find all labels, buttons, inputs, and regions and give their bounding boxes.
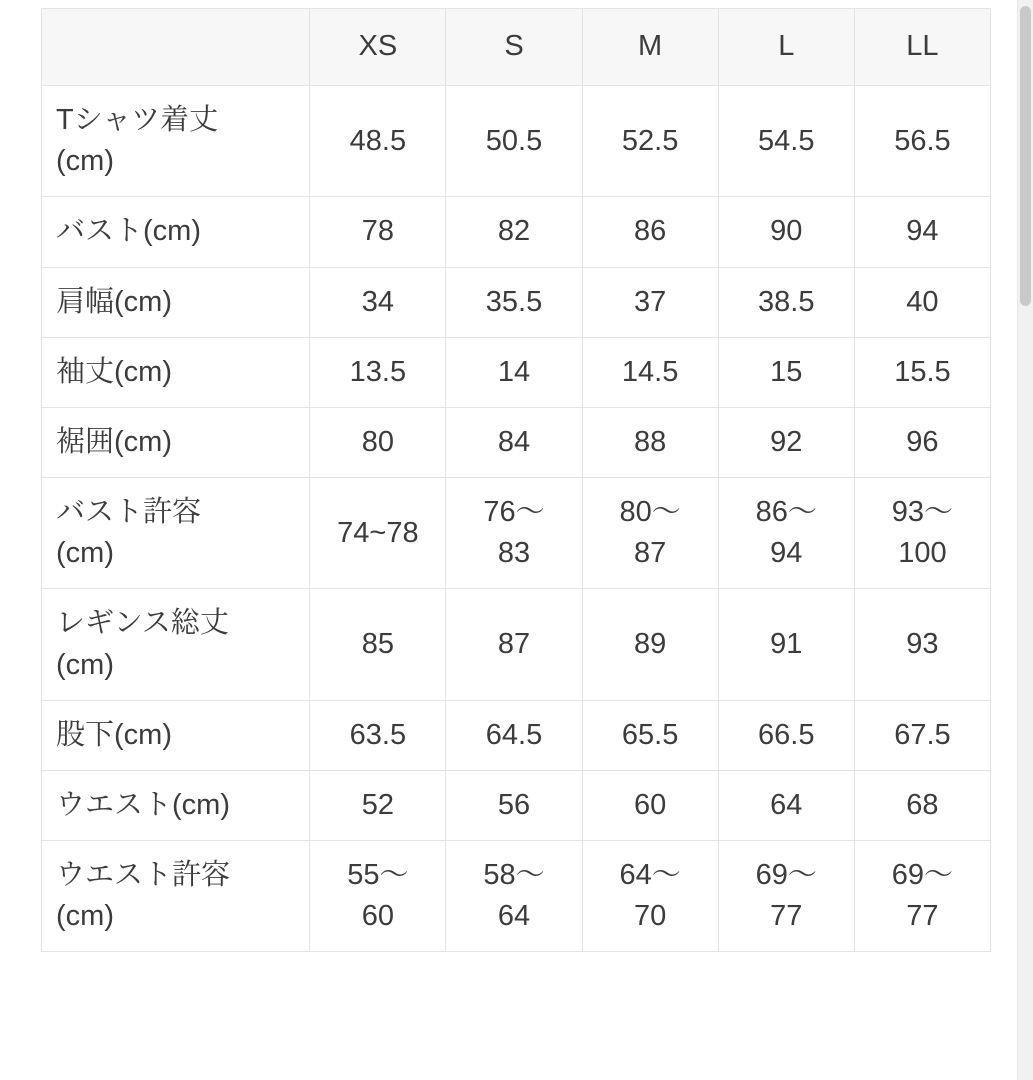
table-cell-line: 64.5 — [485, 718, 543, 751]
row-label — [42, 770, 310, 840]
table-cell — [854, 197, 990, 267]
row-label-line: レギンス総丈 — [56, 607, 229, 640]
table-cell — [310, 86, 446, 197]
table-cell — [854, 337, 990, 407]
table-cell-line: 86〜 — [755, 496, 817, 529]
table-cell — [446, 337, 582, 407]
size-chart-table — [41, 8, 991, 952]
table-cell-line: 74~78 — [337, 516, 419, 549]
table-cell — [446, 478, 582, 589]
table-cell-line: 100 — [898, 537, 947, 570]
vertical-scrollbar-thumb[interactable] — [1020, 6, 1031, 306]
table-cell-line: 15 — [770, 355, 803, 388]
table-cell — [310, 407, 446, 477]
table-cell — [854, 700, 990, 770]
row-label — [42, 478, 310, 589]
table-row — [42, 700, 991, 770]
table-cell — [582, 197, 718, 267]
row-label — [42, 589, 310, 700]
table-cell — [854, 86, 990, 197]
table-cell — [582, 86, 718, 197]
table-cell — [310, 337, 446, 407]
table-cell — [582, 267, 718, 337]
table-row — [42, 197, 991, 267]
table-row — [42, 770, 991, 840]
table-cell-line: 14.5 — [621, 355, 679, 388]
table-row — [42, 267, 991, 337]
table-row — [42, 478, 991, 589]
row-label-line: Tシャツ着丈 — [56, 104, 219, 136]
table-cell-line: 76〜 — [483, 496, 545, 529]
row-label-line: 裾囲(cm) — [56, 425, 172, 458]
table-cell — [854, 770, 990, 840]
table-body — [42, 86, 991, 952]
table-header — [42, 9, 991, 86]
table-cell-line: 87 — [634, 537, 667, 570]
table-cell-line: 82 — [497, 215, 531, 248]
table-cell — [718, 197, 854, 267]
table-cell-line: 66.5 — [758, 718, 815, 751]
table-cell-line: 60 — [634, 788, 667, 821]
table-cell-line: 77 — [906, 900, 939, 933]
table-cell-line: 48.5 — [349, 124, 407, 157]
table-cell-line: 37 — [634, 285, 667, 318]
table-cell — [310, 478, 446, 589]
table-cell-line: 40 — [906, 285, 939, 318]
table-cell — [310, 197, 446, 267]
table-cell — [446, 86, 582, 197]
row-label-line: バスト許容 — [56, 496, 202, 529]
table-row — [42, 337, 991, 407]
row-label — [42, 841, 310, 952]
table-cell-line: 70 — [634, 900, 667, 933]
table-cell-line: 56 — [497, 788, 531, 821]
table-cell — [582, 407, 718, 477]
vertical-scrollbar-track[interactable] — [1017, 0, 1033, 1080]
table-cell-line: 58〜 — [483, 859, 545, 892]
table-cell — [310, 700, 446, 770]
table-cell — [310, 267, 446, 337]
table-cell-line: 64 — [497, 900, 531, 933]
table-cell — [446, 197, 582, 267]
row-label — [42, 700, 310, 770]
table-cell — [446, 267, 582, 337]
table-cell — [446, 841, 582, 952]
table-cell-line: 78 — [361, 215, 394, 248]
table-cell-line: 90 — [770, 215, 803, 248]
table-cell — [446, 589, 582, 700]
table-cell-line: 84 — [497, 425, 531, 458]
table-cell-line: 69〜 — [755, 859, 817, 892]
size-chart-container — [41, 8, 991, 952]
table-cell — [582, 478, 718, 589]
table-cell-line: 56.5 — [894, 124, 951, 157]
column-header-xs: XS — [310, 9, 446, 86]
table-cell-line: 87 — [497, 627, 531, 660]
table-cell-line: 54.5 — [758, 124, 815, 157]
row-label-line: (cm) — [56, 537, 114, 570]
table-cell-line: 52 — [361, 788, 394, 821]
table-cell-line: 96 — [906, 425, 939, 458]
table-cell — [446, 700, 582, 770]
table-cell-line: 93〜 — [891, 496, 954, 529]
table-cell-line: 89 — [634, 627, 667, 660]
table-cell — [446, 770, 582, 840]
column-header-l: L — [718, 9, 854, 86]
table-cell-line: 67.5 — [894, 718, 951, 751]
table-cell-line: 92 — [770, 425, 803, 458]
table-cell — [582, 700, 718, 770]
column-header-s: S — [446, 9, 582, 86]
table-cell — [854, 267, 990, 337]
table-cell-line: 77 — [770, 900, 803, 933]
table-cell — [582, 337, 718, 407]
table-row — [42, 589, 991, 700]
table-cell-line: 64 — [770, 788, 803, 821]
table-cell-line: 64〜 — [619, 859, 681, 892]
table-cell-line: 69〜 — [891, 859, 954, 892]
table-cell — [310, 589, 446, 700]
table-cell-line: 86 — [634, 215, 667, 248]
table-cell-line: 55〜 — [347, 859, 409, 892]
table-cell — [310, 841, 446, 952]
table-cell — [718, 407, 854, 477]
table-cell — [310, 770, 446, 840]
table-cell-line: 13.5 — [349, 355, 407, 388]
table-cell — [854, 407, 990, 477]
table-cell — [446, 407, 582, 477]
row-label-line: (cm) — [56, 145, 114, 178]
table-cell — [718, 770, 854, 840]
row-label-line: ウエスト許容 — [56, 859, 231, 892]
table-cell-line: 38.5 — [758, 285, 815, 318]
table-cell — [718, 478, 854, 589]
table-cell — [582, 841, 718, 952]
row-label — [42, 197, 310, 267]
table-cell — [854, 478, 990, 589]
table-cell-line: 68 — [906, 788, 939, 821]
table-cell — [582, 770, 718, 840]
table-cell-line: 91 — [770, 627, 803, 660]
row-label-line: 肩幅(cm) — [56, 285, 172, 318]
table-cell-line: 94 — [906, 215, 939, 248]
table-cell — [718, 86, 854, 197]
table-cell-line: 35.5 — [485, 285, 543, 318]
table-cell-line: 88 — [634, 425, 667, 458]
table-corner-cell — [42, 9, 310, 86]
table-header-row — [42, 9, 991, 86]
table-cell — [718, 841, 854, 952]
table-cell-line: 63.5 — [349, 718, 407, 751]
column-header-m: M — [582, 9, 718, 86]
table-cell-line: 83 — [497, 537, 531, 570]
table-row — [42, 86, 991, 197]
table-row — [42, 841, 991, 952]
table-cell — [718, 267, 854, 337]
row-label — [42, 86, 310, 197]
row-label-line: (cm) — [56, 900, 114, 933]
table-cell-line: 65.5 — [621, 718, 679, 751]
table-cell-line: 80〜 — [619, 496, 681, 529]
table-cell — [582, 589, 718, 700]
table-cell-line: 14 — [497, 355, 531, 388]
table-cell-line: 60 — [361, 900, 394, 933]
table-cell — [854, 589, 990, 700]
table-cell-line: 52.5 — [621, 124, 679, 157]
table-cell-line: 15.5 — [894, 355, 951, 388]
row-label-line: 袖丈(cm) — [56, 355, 172, 388]
row-label-line: 股下(cm) — [56, 718, 172, 751]
table-cell-line: 34 — [361, 285, 394, 318]
table-cell-line: 50.5 — [485, 124, 543, 157]
row-label-line: バスト(cm) — [56, 215, 201, 248]
table-cell-line: 93 — [906, 627, 939, 660]
table-cell — [854, 841, 990, 952]
row-label-line: ウエスト(cm) — [56, 788, 230, 821]
table-cell — [718, 700, 854, 770]
row-label — [42, 337, 310, 407]
column-header-ll: LL — [854, 9, 990, 86]
table-cell — [718, 337, 854, 407]
table-cell-line: 85 — [361, 627, 394, 660]
row-label — [42, 407, 310, 477]
table-cell — [718, 589, 854, 700]
row-label — [42, 267, 310, 337]
table-cell-line: 94 — [770, 537, 803, 570]
table-cell-line: 80 — [361, 425, 394, 458]
table-row — [42, 407, 991, 477]
row-label-line: (cm) — [56, 648, 114, 681]
